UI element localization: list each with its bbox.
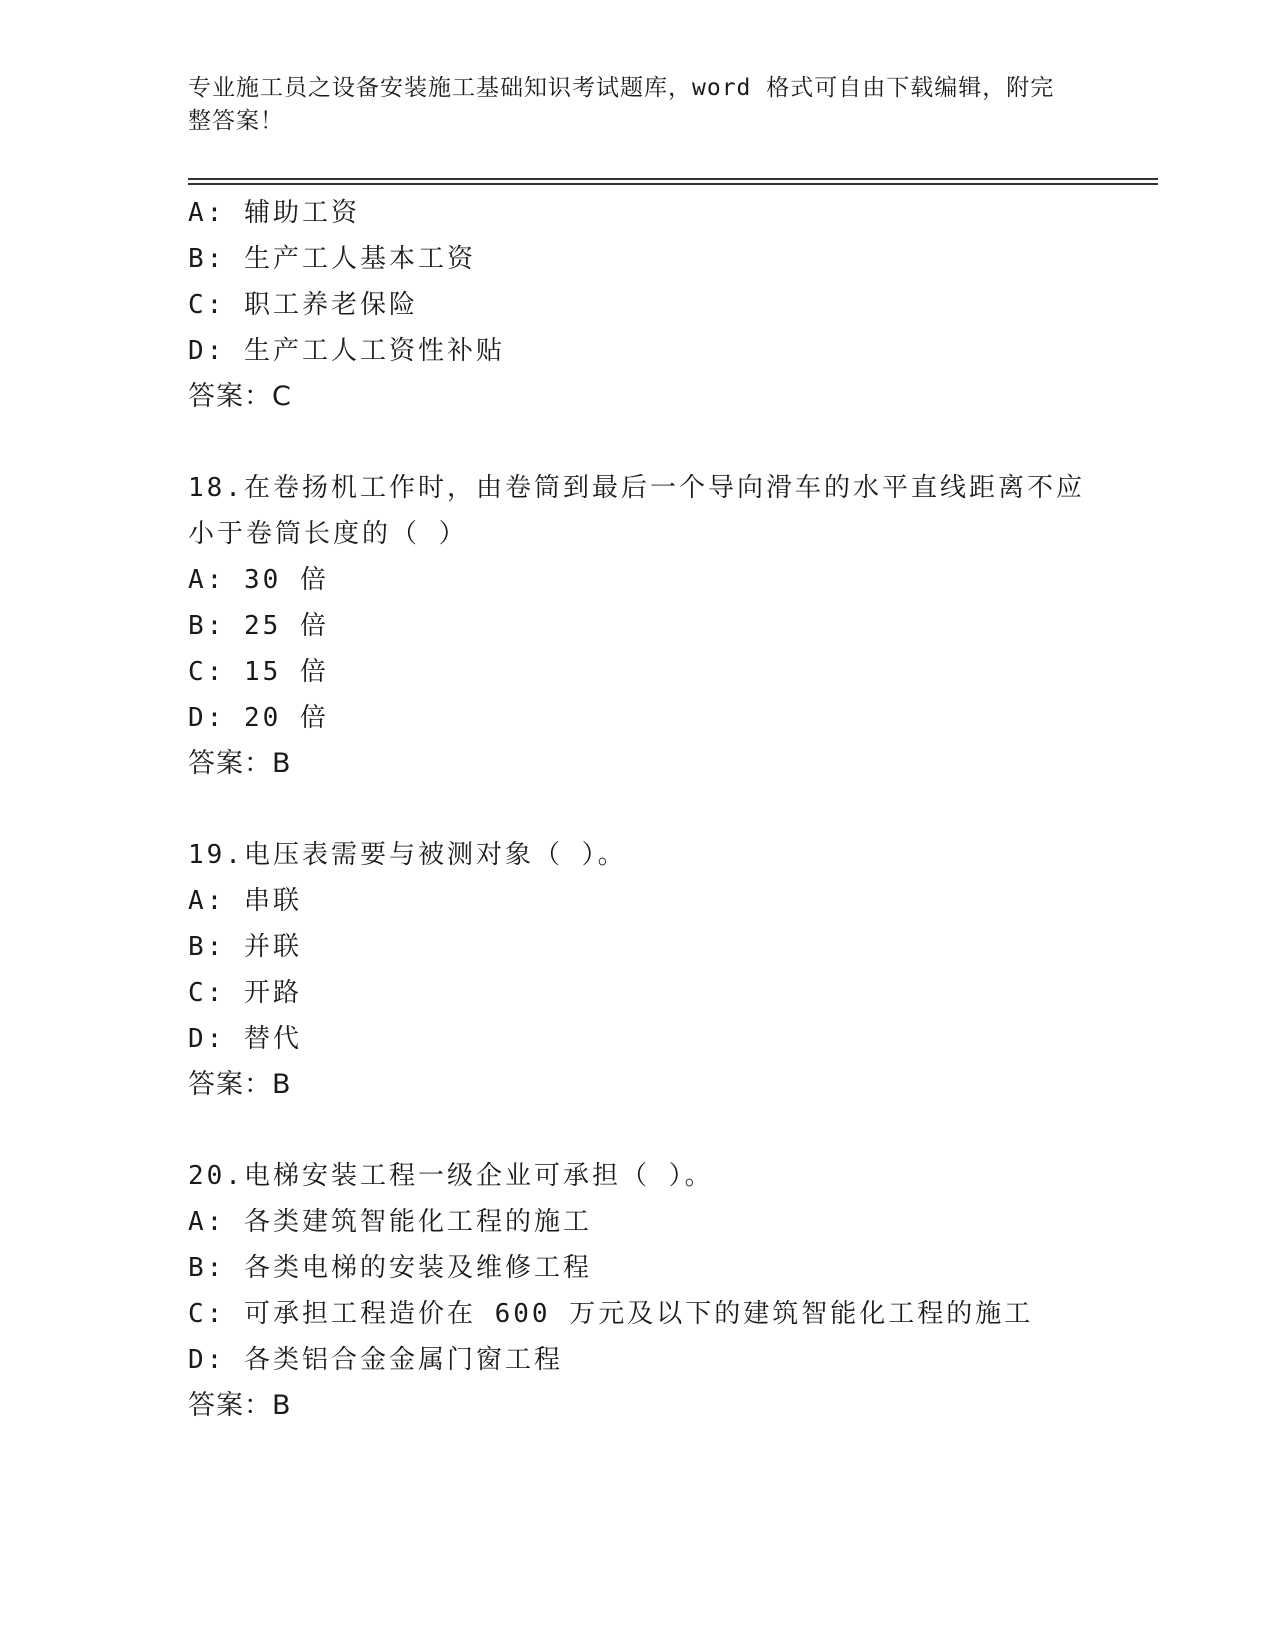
document-header	[188, 72, 1068, 138]
option-a	[188, 878, 1158, 924]
header-divider-top	[188, 178, 1158, 180]
option-d	[188, 695, 1158, 741]
option-letter: C:	[188, 290, 226, 320]
option-text: 职工养老保险	[243, 290, 418, 320]
question-17-continued	[188, 190, 1158, 420]
option-letter: B:	[188, 1253, 226, 1283]
option-text: 生产工人基本工资	[243, 244, 476, 274]
option-letter: D:	[188, 1024, 226, 1054]
option-c	[188, 1291, 1158, 1337]
option-b	[188, 603, 1158, 649]
spacer	[188, 787, 1158, 832]
option-text: 辅助工资	[243, 198, 360, 228]
question-stem: 18.在卷扬机工作时，由卷筒到最后一个导向滑车的水平直线距离不应	[188, 473, 1085, 503]
option-text: 各类电梯的安装及维修工程	[243, 1253, 592, 1283]
option-text: 开路	[243, 978, 302, 1008]
option-letter: C:	[188, 978, 226, 1008]
header-divider-bottom	[188, 183, 1158, 185]
option-d	[188, 1016, 1158, 1062]
option-letter: B:	[188, 611, 226, 641]
option-d	[188, 328, 1158, 374]
option-text: 30 倍	[243, 565, 329, 595]
option-a	[188, 1199, 1158, 1245]
option-letter: C:	[188, 1299, 226, 1329]
option-text: 可承担工程造价在 600 万元及以下的建筑智能化工程的施工	[243, 1299, 1034, 1329]
question-20	[188, 1153, 1158, 1429]
question-stem: 19.电压表需要与被测对象（ ）。	[188, 840, 627, 870]
option-letter: B:	[188, 932, 226, 962]
option-a	[188, 557, 1158, 603]
option-letter: A:	[188, 565, 226, 595]
question-stem: 20.电梯安装工程一级企业可承担（ ）。	[188, 1161, 714, 1191]
spacer	[188, 1108, 1158, 1153]
spacer	[188, 420, 1158, 465]
option-letter: D:	[188, 336, 226, 366]
option-text: 25 倍	[243, 611, 329, 641]
option-text: 各类建筑智能化工程的施工	[243, 1207, 592, 1237]
option-letter: C:	[188, 657, 226, 687]
option-text: 并联	[243, 932, 302, 962]
option-b	[188, 924, 1158, 970]
header-line-2: 整答案！	[188, 108, 284, 134]
option-text: 替代	[243, 1024, 302, 1054]
answer-line: 答案：B	[188, 1069, 292, 1100]
option-c	[188, 649, 1158, 695]
option-c	[188, 282, 1158, 328]
option-text: 生产工人工资性补贴	[243, 336, 505, 366]
option-letter: A:	[188, 198, 226, 228]
option-text: 20 倍	[243, 703, 329, 733]
option-a	[188, 190, 1158, 236]
question-18	[188, 465, 1158, 787]
option-b	[188, 1245, 1158, 1291]
option-letter: B:	[188, 244, 226, 274]
option-text: 各类铝合金金属门窗工程	[243, 1345, 563, 1375]
answer-line: 答案：B	[188, 748, 292, 779]
option-d	[188, 1337, 1158, 1383]
question-stem-continued: 小于卷筒长度的（ ）	[188, 519, 468, 549]
option-c	[188, 970, 1158, 1016]
question-19	[188, 832, 1158, 1108]
answer-line: 答案：C	[188, 381, 292, 412]
option-letter: A:	[188, 886, 226, 916]
header-line-1: 专业施工员之设备安装施工基础知识考试题库，word 格式可自由下载编辑，附完	[188, 75, 1055, 101]
option-text: 串联	[243, 886, 302, 916]
option-letter: D:	[188, 1345, 226, 1375]
option-letter: A:	[188, 1207, 226, 1237]
option-b	[188, 236, 1158, 282]
question-list	[188, 190, 1158, 1429]
answer-line: 答案：B	[188, 1390, 292, 1421]
option-text: 15 倍	[243, 657, 329, 687]
option-letter: D:	[188, 703, 226, 733]
